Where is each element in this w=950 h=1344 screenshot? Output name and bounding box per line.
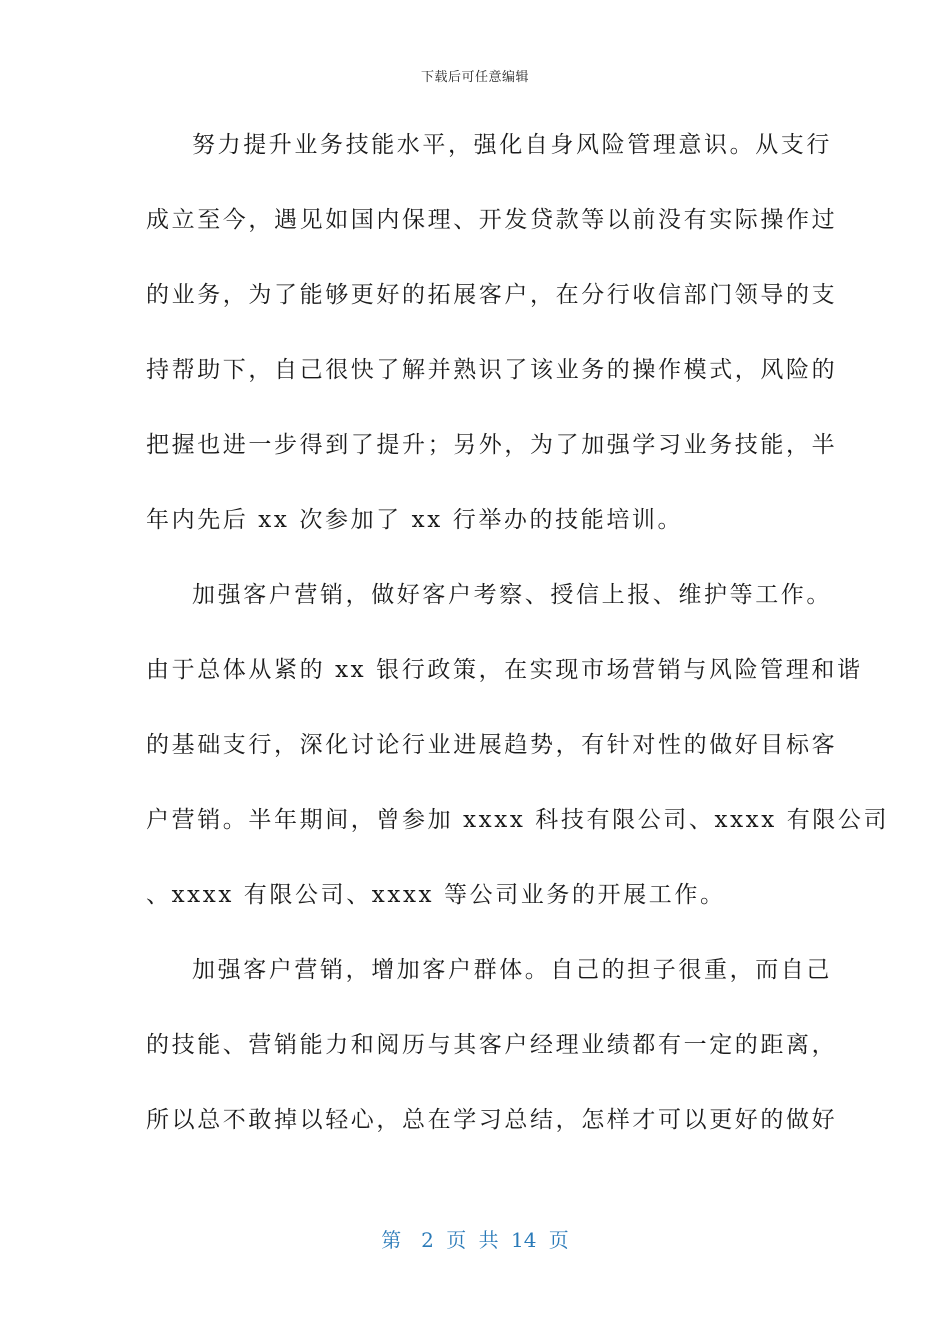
paragraph-2-line-4: 户营销。半年期间，曾参加 xxxx 科技有限公司、xxxx 有限公司 bbox=[146, 807, 890, 833]
paragraph-2-line-2: 由于总体从紧的 xx 银行政策，在实现市场营销与风险管理和谐 bbox=[146, 657, 863, 683]
paragraph-1-line-3: 的业务，为了能够更好的拓展客户，在分行收信部门领导的支 bbox=[146, 282, 838, 308]
paragraph-3-line-1: 加强客户营销，增加客户群体。自己的担子很重，而自己 bbox=[192, 957, 832, 983]
document-body bbox=[146, 125, 890, 1175]
paragraph-2-line-5: 、xxxx 有限公司、xxxx 等公司业务的开展工作。 bbox=[146, 882, 726, 908]
paragraph-3-line-2: 的技能、营销能力和阅历与其客户经理业绩都有一定的距离， bbox=[146, 1032, 838, 1058]
page-header: 下载后可任意编辑 bbox=[420, 70, 529, 85]
page-number-footer: 第 2 页 共 14 页 bbox=[381, 1228, 569, 1252]
paragraph-1-line-1: 努力提升业务技能水平，强化自身风险管理意识。从支行 bbox=[192, 132, 832, 158]
paragraph-1-line-6: 年内先后 xx 次参加了 xx 行举办的技能培训。 bbox=[146, 507, 684, 533]
paragraph-2-line-3: 的基础支行，深化讨论行业进展趋势，有针对性的做好目标客 bbox=[146, 732, 838, 758]
paragraph-1-line-2: 成立至今，遇见如国内保理、开发贷款等以前没有实际操作过 bbox=[146, 207, 838, 233]
paragraph-1-line-4: 持帮助下，自己很快了解并熟识了该业务的操作模式，风险的 bbox=[146, 357, 838, 383]
paragraph-3-line-3: 所以总不敢掉以轻心，总在学习总结，怎样才可以更好的做好 bbox=[146, 1107, 838, 1133]
paragraph-1-line-5: 把握也进一步得到了提升；另外，为了加强学习业务技能，半 bbox=[146, 432, 838, 458]
paragraph-2-line-1: 加强客户营销，做好客户考察、授信上报、维护等工作。 bbox=[192, 582, 832, 608]
